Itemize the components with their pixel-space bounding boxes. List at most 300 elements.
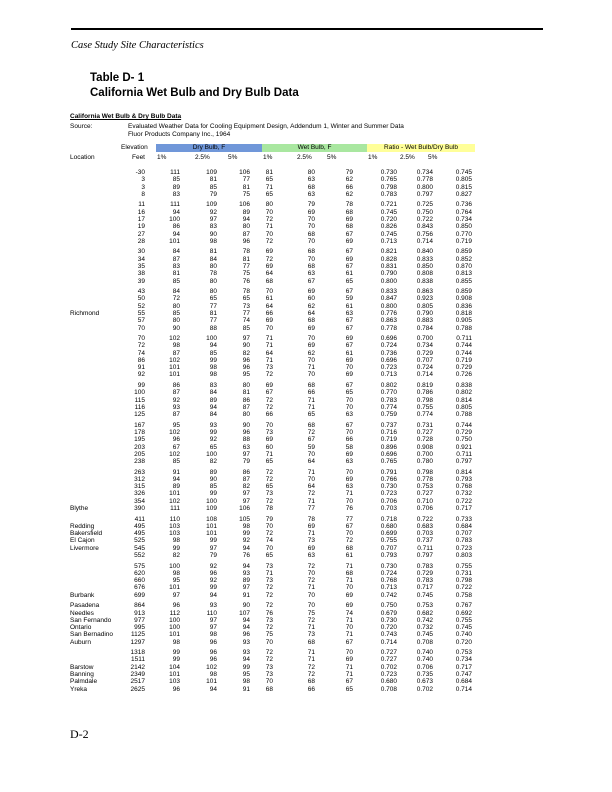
value-cell: 70: [345, 468, 353, 476]
value-cell: 85: [242, 324, 250, 332]
elevation-cell: 1297: [130, 638, 145, 646]
value-cell: 68: [345, 569, 353, 577]
table-title: [90, 71, 299, 101]
value-cell: 108: [206, 515, 217, 523]
value-cell: 97: [242, 450, 250, 458]
value-cell: 80: [242, 381, 250, 389]
value-cell: 0.711: [417, 544, 433, 552]
value-cell: 70: [307, 602, 315, 610]
value-cell: 0.717: [416, 584, 433, 592]
table-row: [70, 476, 472, 483]
value-cell: 68: [307, 230, 315, 238]
value-cell: 96: [172, 685, 180, 693]
value-cell: 72: [345, 537, 353, 545]
value-cell: 71: [265, 342, 273, 350]
value-cell: 0.814: [455, 396, 472, 404]
value-cell: 99: [242, 663, 250, 671]
location-cell: [70, 458, 120, 465]
table-row: [70, 404, 472, 411]
value-cell: 73: [307, 537, 315, 545]
value-cell: 95: [242, 671, 250, 679]
value-cell: 0.814: [455, 468, 472, 476]
elevation-cell: 70: [137, 324, 145, 332]
location-cell: Burbank: [70, 591, 95, 599]
value-cell: 103: [169, 522, 180, 530]
value-cell: 0.707: [416, 356, 433, 364]
value-cell: 80: [209, 262, 217, 270]
value-cell: 0.728: [416, 436, 433, 444]
value-cell: 0.725: [416, 201, 433, 209]
value-cell: 0.770: [455, 230, 472, 238]
value-cell: 67: [345, 522, 353, 530]
value-cell: 0.756: [416, 230, 433, 238]
value-cell: 109: [206, 201, 217, 209]
value-cell: 98: [242, 522, 250, 530]
location-cell: [70, 335, 120, 342]
value-cell: 94: [172, 230, 180, 238]
value-cell: 67: [345, 342, 353, 350]
value-cell: 0.836: [455, 302, 472, 310]
value-cell: 89: [242, 208, 250, 216]
value-cell: 0.745: [416, 591, 433, 599]
location-cell: [70, 176, 120, 183]
elevation-cell: 660: [134, 577, 145, 585]
value-cell: 72: [265, 530, 273, 538]
table-row: [70, 335, 472, 342]
value-cell: 96: [209, 569, 217, 577]
value-cell: 69: [345, 591, 353, 599]
value-cell: 0.696: [380, 356, 397, 364]
value-cell: 94: [209, 342, 217, 350]
value-cell: 97: [209, 544, 217, 552]
elevation-cell: 116: [134, 403, 145, 411]
value-cell: 60: [265, 443, 273, 451]
value-cell: 0.726: [455, 371, 472, 379]
table-row: [70, 563, 472, 570]
value-cell: 0.758: [455, 591, 472, 599]
value-cell: 83: [172, 190, 180, 198]
value-cell: 72: [265, 624, 273, 632]
value-cell: 85: [172, 277, 180, 285]
value-cell: 101: [169, 490, 180, 498]
value-cell: 77: [242, 176, 250, 184]
value-cell: 0.883: [416, 317, 433, 325]
value-cell: 0.729: [455, 364, 472, 372]
value-cell: 67: [345, 421, 353, 429]
value-cell: 69: [265, 317, 273, 325]
table-row: [70, 537, 472, 544]
source-label: Source:: [70, 123, 93, 130]
value-cell: 67: [172, 443, 180, 451]
value-cell: 98: [209, 671, 217, 679]
value-cell: 64: [265, 349, 273, 357]
value-cell: 0.747: [455, 671, 472, 679]
value-cell: 0.790: [380, 270, 397, 278]
running-header: Case Study Site Characteristics: [71, 40, 204, 51]
value-cell: 97: [242, 334, 250, 342]
table-row: [70, 602, 472, 609]
value-cell: 0.819: [416, 381, 433, 389]
value-cell: 0.720: [380, 215, 397, 223]
value-cell: 70: [345, 364, 353, 372]
elevation-cell: 3: [141, 176, 145, 184]
elevation-cell: 977: [134, 616, 145, 624]
value-cell: 0.706: [416, 663, 433, 671]
value-cell: 73: [265, 671, 273, 679]
location-cell: [70, 397, 120, 404]
value-cell: 71: [307, 649, 315, 657]
elevation-cell: 74: [137, 349, 145, 357]
value-cell: 86: [242, 396, 250, 404]
table-row: [70, 270, 472, 277]
value-cell: 0.727: [380, 649, 397, 657]
value-cell: 78: [265, 505, 273, 513]
value-cell: 87: [172, 349, 180, 357]
value-cell: 71: [345, 631, 353, 639]
elevation-cell: 995: [134, 624, 145, 632]
value-cell: 76: [242, 277, 250, 285]
page-number: D-2: [70, 727, 89, 741]
elevation-cell: 16: [137, 208, 145, 216]
value-cell: 69: [345, 602, 353, 610]
table-row: [70, 248, 472, 255]
table-row: [70, 469, 472, 476]
value-cell: 0.798: [416, 468, 433, 476]
elevation-cell: 91: [137, 364, 145, 372]
table-row: [70, 223, 472, 230]
value-cell: 0.713: [380, 237, 397, 245]
location-cell: [70, 216, 120, 223]
value-cell: 69: [345, 237, 353, 245]
value-cell: 66: [265, 309, 273, 317]
value-cell: 73: [265, 490, 273, 498]
value-cell: 77: [209, 302, 217, 310]
value-cell: 0.731: [455, 569, 472, 577]
location-cell: [70, 570, 120, 577]
value-cell: 0.720: [380, 624, 397, 632]
value-cell: 100: [206, 497, 217, 505]
value-cell: 69: [345, 475, 353, 483]
value-cell: 70: [345, 530, 353, 538]
value-cell: 66: [265, 411, 273, 419]
value-cell: 0.838: [416, 277, 433, 285]
table-row: [70, 686, 472, 693]
value-cell: 96: [209, 656, 217, 664]
value-cell: 87: [172, 389, 180, 397]
elevation-cell: 263: [134, 468, 145, 476]
value-cell: 0.716: [380, 428, 397, 436]
value-cell: 68: [307, 262, 315, 270]
value-cell: 71: [345, 671, 353, 679]
location-cell: Livermore: [70, 544, 99, 552]
value-cell: 63: [345, 411, 353, 419]
value-cell: 72: [265, 656, 273, 664]
value-cell: 70: [265, 678, 273, 686]
value-cell: 75: [265, 631, 273, 639]
value-cell: 81: [209, 176, 217, 184]
value-cell: 0.680: [380, 678, 397, 686]
value-cell: 0.682: [416, 609, 433, 617]
value-cell: 72: [265, 396, 273, 404]
value-cell: 67: [307, 277, 315, 285]
elevation-cell: 2517: [130, 678, 145, 686]
location-cell: Barstow: [70, 663, 94, 671]
table-group: [70, 201, 472, 245]
table-row: [70, 422, 472, 429]
value-cell: 81: [265, 169, 273, 176]
value-cell: 91: [242, 591, 250, 599]
table-group: [70, 563, 472, 599]
location-cell: [70, 444, 120, 451]
value-cell: 0.805: [455, 403, 472, 411]
location-cell: Needles: [70, 609, 94, 617]
value-cell: 0.729: [416, 569, 433, 577]
value-cell: 81: [209, 309, 217, 317]
value-cell: 75: [242, 190, 250, 198]
value-cell: 71: [345, 616, 353, 624]
value-cell: 111: [170, 505, 180, 513]
value-cell: 63: [307, 270, 315, 278]
value-cell: 0.805: [416, 302, 433, 310]
source-line-2: Fluor Products Company Inc., 1964: [128, 131, 231, 138]
value-cell: 0.831: [380, 262, 397, 270]
location-cell: Pasadena: [70, 602, 100, 610]
elevation-cell: 35: [137, 262, 145, 270]
location-cell: [70, 577, 120, 584]
value-cell: 93: [242, 569, 250, 577]
value-cell: 70: [307, 569, 315, 577]
value-cell: 71: [265, 183, 273, 191]
value-cell: 72: [307, 616, 315, 624]
value-cell: 81: [172, 270, 180, 278]
value-cell: 100: [206, 450, 217, 458]
value-cell: 0.921: [455, 443, 472, 451]
value-cell: 0.905: [455, 317, 472, 325]
value-cell: 92: [209, 562, 217, 570]
value-cell: 0.791: [380, 468, 397, 476]
value-cell: 70: [307, 450, 315, 458]
value-cell: 0.755: [455, 562, 472, 570]
value-cell: 90: [242, 342, 250, 350]
elevation-cell: 72: [137, 342, 145, 350]
value-cell: 71: [345, 490, 353, 498]
value-cell: 66: [345, 436, 353, 444]
value-cell: 96: [242, 631, 250, 639]
col-header-dry-1pct: 1%: [157, 154, 167, 161]
location-cell: Bakersfield: [70, 530, 103, 538]
value-cell: 69: [345, 215, 353, 223]
location-cell: [70, 325, 120, 332]
value-cell: 0.908: [455, 295, 472, 303]
band-header-dry-bulb: Dry Bulb, F: [156, 144, 262, 152]
elevation-cell: 203: [134, 443, 145, 451]
value-cell: 0.788: [455, 324, 472, 332]
value-cell: 73: [265, 364, 273, 372]
elevation-cell: 676: [134, 584, 145, 592]
location-cell: [70, 303, 120, 310]
elevation-cell: 17: [137, 215, 145, 223]
value-cell: 0.783: [380, 396, 397, 404]
value-cell: 94: [172, 208, 180, 216]
value-cell: 96: [242, 356, 250, 364]
value-cell: 67: [345, 230, 353, 238]
elevation-cell: 195: [134, 436, 145, 444]
value-cell: 0.723: [380, 671, 397, 679]
value-cell: 99: [209, 428, 217, 436]
value-cell: 70: [265, 421, 273, 429]
table-row: [70, 498, 472, 505]
value-cell: 105: [239, 515, 250, 523]
value-cell: 102: [169, 428, 180, 436]
value-cell: 102: [169, 334, 180, 342]
location-cell: [70, 490, 120, 497]
value-cell: 99: [242, 530, 250, 538]
value-cell: 69: [307, 522, 315, 530]
value-cell: 0.863: [380, 317, 397, 325]
value-cell: 70: [345, 497, 353, 505]
value-cell: 94: [242, 656, 250, 664]
value-cell: 68: [345, 223, 353, 231]
table-row: [70, 317, 472, 324]
value-cell: 84: [209, 389, 217, 397]
value-cell: 0.706: [380, 497, 397, 505]
value-cell: 84: [209, 411, 217, 419]
value-cell: 72: [265, 475, 273, 483]
table-row: [70, 325, 472, 332]
value-cell: 0.706: [416, 505, 433, 513]
value-cell: 81: [242, 183, 250, 191]
value-cell: 79: [209, 190, 217, 198]
value-cell: 0.759: [380, 411, 397, 419]
table-row: [70, 678, 472, 685]
table-row: [70, 389, 472, 396]
value-cell: 0.722: [455, 497, 472, 505]
elevation-cell: 125: [134, 411, 145, 419]
value-cell: 86: [172, 223, 180, 231]
value-cell: 73: [265, 616, 273, 624]
value-cell: 89: [172, 483, 180, 491]
location-cell: [70, 223, 120, 230]
value-cell: 0.684: [455, 522, 472, 530]
value-cell: 0.753: [455, 649, 472, 657]
value-cell: 87: [242, 230, 250, 238]
table-row: [70, 444, 472, 451]
location-cell: [70, 656, 120, 663]
elevation-cell: 57: [137, 317, 145, 325]
location-cell: [70, 516, 120, 523]
value-cell: 102: [169, 450, 180, 458]
value-cell: 0.786: [416, 389, 433, 397]
band-header-wet-bulb: Wet Bulb, F: [262, 144, 367, 152]
value-cell: 0.692: [455, 609, 472, 617]
value-cell: 102: [206, 663, 217, 671]
value-cell: 0.744: [455, 349, 472, 357]
value-cell: 95: [172, 421, 180, 429]
table-row: [70, 169, 472, 176]
value-cell: 0.703: [380, 505, 397, 513]
table-row: [70, 624, 472, 631]
value-cell: 92: [242, 537, 250, 545]
value-cell: 0.700: [416, 450, 433, 458]
elevation-cell: 11: [138, 201, 145, 209]
value-cell: 67: [345, 288, 353, 296]
value-cell: 0.813: [455, 270, 472, 278]
value-cell: 0.843: [416, 223, 433, 231]
value-cell: 81: [242, 389, 250, 397]
value-cell: 95: [172, 577, 180, 585]
elevation-cell: 1511: [131, 656, 145, 664]
value-cell: 0.711: [456, 334, 472, 342]
elevation-cell: 864: [134, 602, 145, 610]
table-row: [70, 436, 472, 443]
value-cell: 0.718: [380, 515, 397, 523]
value-cell: 65: [242, 295, 250, 303]
value-cell: 70: [265, 230, 273, 238]
value-cell: 0.745: [416, 631, 433, 639]
table-row: [70, 530, 472, 537]
value-cell: 65: [265, 176, 273, 184]
value-cell: 71: [307, 364, 315, 372]
value-cell: 0.723: [380, 490, 397, 498]
value-cell: 0.720: [455, 638, 472, 646]
col-header-ratio-5pct: 5%: [428, 154, 438, 161]
table-row: [70, 256, 472, 263]
value-cell: 71: [265, 569, 273, 577]
elevation-cell: 100: [134, 389, 145, 397]
value-cell: 73: [265, 562, 273, 570]
value-cell: 107: [239, 609, 250, 617]
value-cell: 77: [242, 309, 250, 317]
value-cell: 98: [209, 237, 217, 245]
value-cell: 72: [265, 237, 273, 245]
value-cell: 0.736: [380, 349, 397, 357]
source-line-1: Evaluated Weather Data for Cooling Equipment Design, Addendum 1, Winter and Summer Data: [128, 123, 404, 130]
elevation-cell: 411: [134, 515, 145, 523]
table-row: [70, 238, 472, 245]
value-cell: 0.722: [416, 515, 433, 523]
value-cell: 87: [172, 255, 180, 263]
location-cell: [70, 350, 120, 357]
value-cell: 96: [242, 364, 250, 372]
table-group: [70, 516, 472, 560]
table-row: [70, 184, 472, 191]
value-cell: 74: [242, 317, 250, 325]
value-cell: 93: [209, 421, 217, 429]
value-cell: 70: [307, 215, 315, 223]
value-cell: 0.721: [380, 201, 397, 209]
value-cell: 71: [265, 334, 273, 342]
table-row: [70, 483, 472, 490]
value-cell: 71: [307, 468, 315, 476]
elevation-cell: 178: [134, 428, 145, 436]
value-cell: 104: [169, 663, 180, 671]
elevation-cell: 699: [134, 591, 145, 599]
value-cell: 0.797: [416, 552, 433, 560]
value-cell: 59: [345, 295, 353, 303]
value-cell: 65: [209, 295, 217, 303]
value-cell: 69: [307, 324, 315, 332]
value-cell: 0.727: [416, 490, 433, 498]
value-cell: 68: [307, 183, 315, 191]
col-header-ratio-2-5pct: 2.5%: [400, 154, 415, 161]
location-cell: [70, 483, 120, 490]
table-row: [70, 278, 472, 285]
elevation-cell: 552: [134, 552, 145, 560]
value-cell: 63: [307, 176, 315, 184]
value-cell: 72: [265, 602, 273, 610]
value-cell: 0.818: [455, 309, 472, 317]
location-cell: [70, 256, 120, 263]
